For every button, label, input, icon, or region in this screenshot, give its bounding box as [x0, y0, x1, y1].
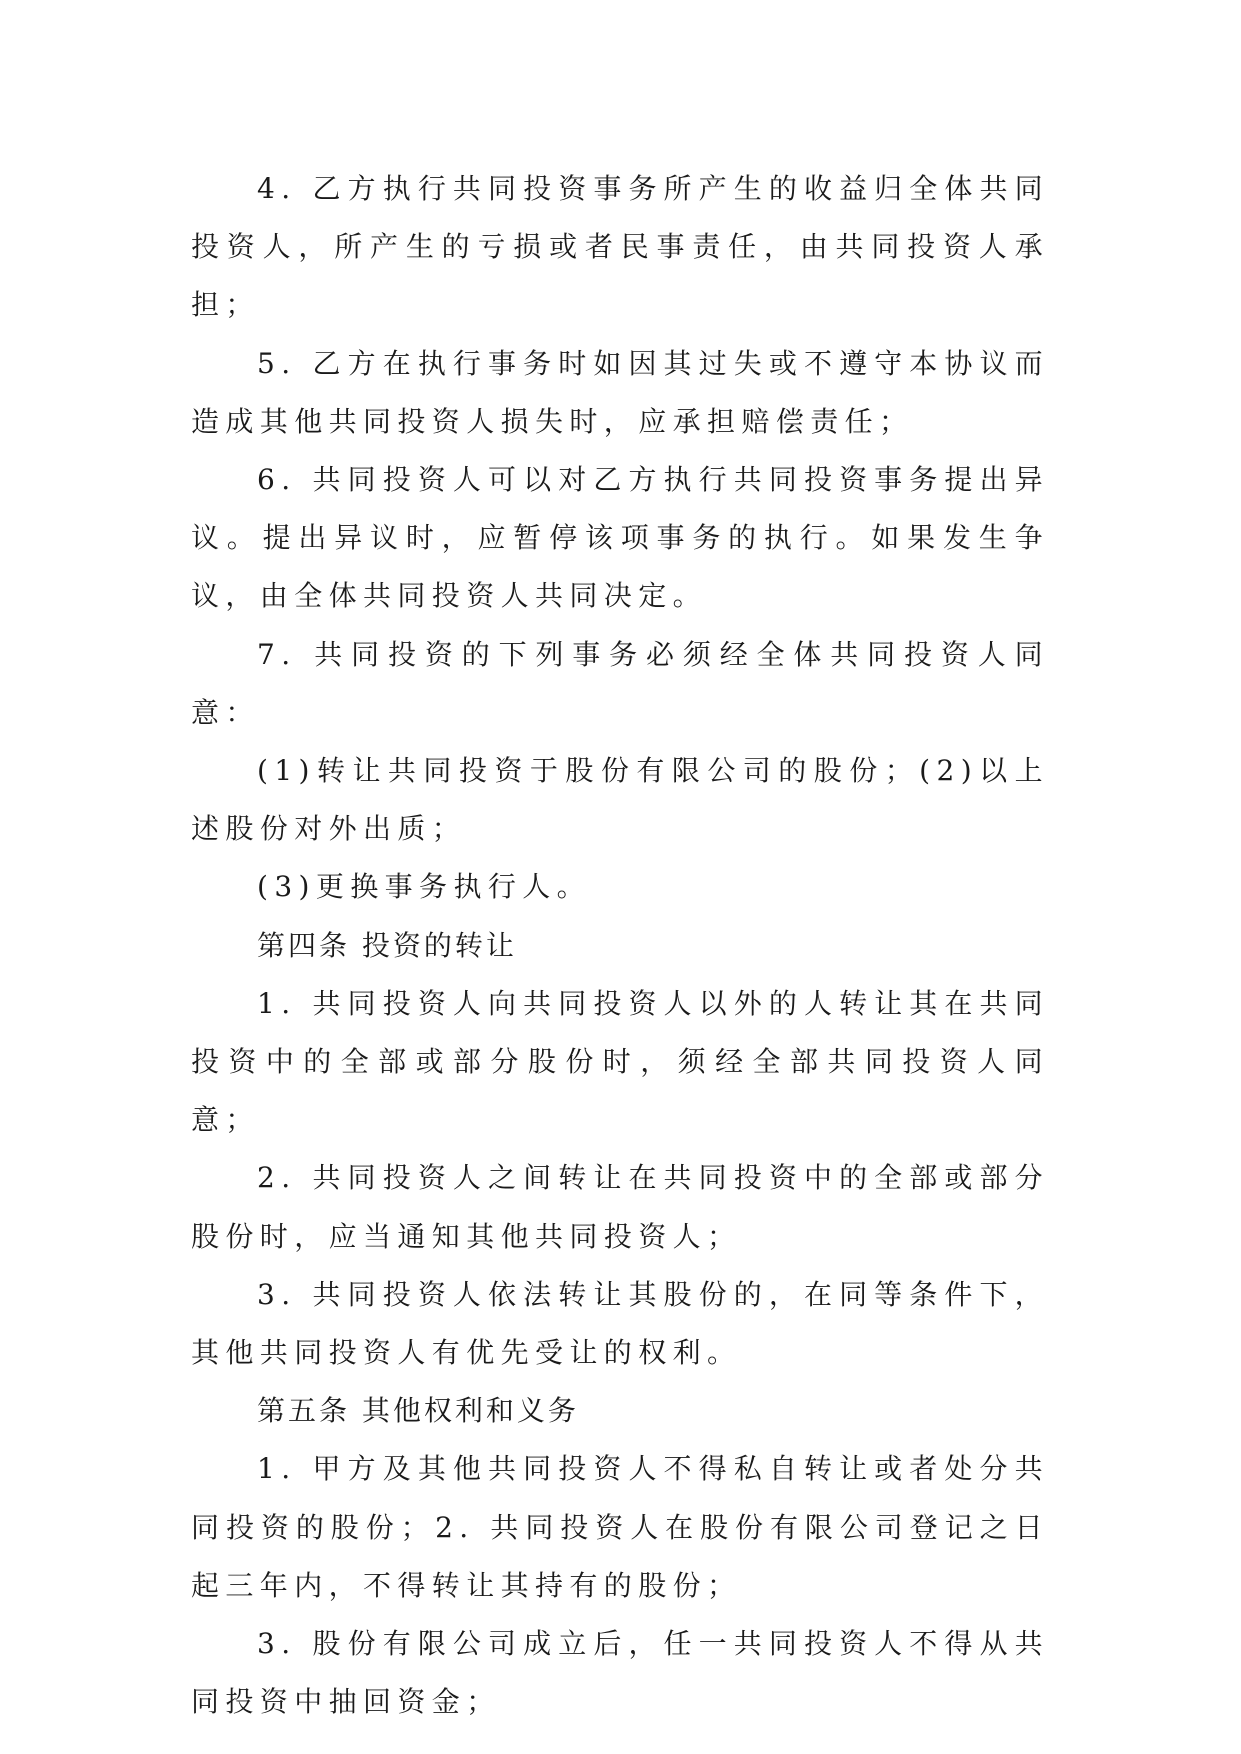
clause-subitem-1-2: (1)转让共同投资于股份有限公司的股份；(2)以上述股份对外出质；: [191, 754, 1049, 846]
transfer-item-2: 2. 共同投资人之间转让在共同投资中的全部或部分股份时，应当通知其他共同投资人；: [191, 1161, 1049, 1253]
section-heading-article-5: 第五条 其他权利和义务: [257, 1394, 579, 1428]
clause-item-6: 6. 共同投资人可以对乙方执行共同投资事务提出异议。提出异议时，应暂停该项事务的执行。如果发生争议，由全体共同投资人共同决定。: [191, 463, 1049, 613]
clause-item-7: 7. 共同投资的下列事务必须经全体共同投资人同意：: [191, 637, 1049, 729]
clause-subitem-3: (3)更换事务执行人。: [257, 870, 592, 904]
transfer-item-3: 3. 共同投资人依法转让其股份的，在同等条件下，其他共同投资人有优先受让的权利。: [191, 1277, 1049, 1370]
rights-item-3: 3. 股份有限公司成立后，任一共同投资人不得从共同投资中抽回资金；: [191, 1627, 1049, 1719]
rights-item-1-2: 1. 甲方及其他共同投资人不得私自转让或者处分共同投资的股份；2. 共同投资人在股份有限公司登记之日起三年内，不得转让其持有的股份；: [191, 1452, 1049, 1602]
transfer-item-1: 1. 共同投资人向共同投资人以外的人转让其在共同投资中的全部或部分股份时，须经全部共同投资人同意；: [191, 986, 1049, 1137]
document-body: [191, 160, 1049, 1731]
section-heading-article-4: 第四条 投资的转让: [257, 928, 517, 962]
clause-item-4: 4. 乙方执行共同投资事务所产生的收益归全体共同投资人，所产生的亏损或者民事责任，由共同投资人承担；: [191, 172, 1049, 322]
clause-item-5: 5. 乙方在执行事务时如因其过失或不遵守本协议而造成其他共同投资人损失时，应承担赔偿责任；: [191, 346, 1049, 438]
